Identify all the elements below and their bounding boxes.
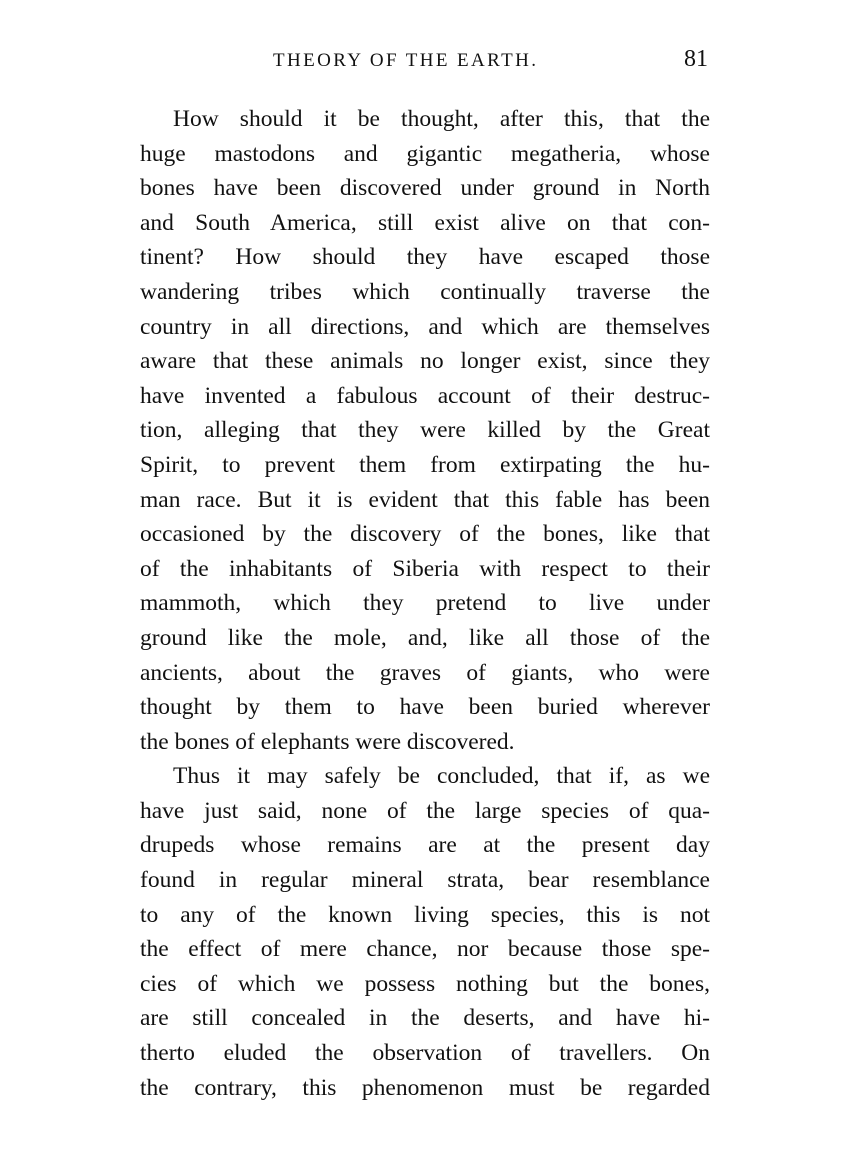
text-line: ancients, about the graves of giants, who were (140, 659, 710, 686)
text-line: cies of which we possess nothing but the bones, (140, 970, 710, 997)
text-line: Thus it may safely be concluded, that if, as we (173, 763, 710, 790)
text-line: huge mastodons and gigantic megatheria, whose (140, 140, 710, 167)
text-line: therto eluded the observation of travellers. On (140, 1040, 710, 1067)
text-line: country in all directions, and which are themselves (140, 313, 710, 340)
paragraph-1 (140, 102, 710, 759)
text-line: are still concealed in the deserts, and have hi- (140, 1005, 710, 1032)
text-line: of the inhabitants of Siberia with respect to their (140, 555, 710, 582)
text-line: tinent? How should they have escaped those (140, 244, 710, 271)
paragraph-2 (140, 759, 710, 1105)
text-line: mammoth, which they pretend to live under (140, 590, 710, 617)
text-line: Spirit, to prevent them from extirpating the hu- (140, 451, 710, 478)
text-line: thought by them to have been buried wherever (140, 694, 710, 721)
text-line: ground like the mole, and, like all those of the (140, 624, 710, 651)
running-title: THEORY OF THE EARTH. (273, 50, 539, 71)
text-line: the contrary, this phenomenon must be regarded (140, 1074, 710, 1101)
text-line: have just said, none of the large species of qua- (140, 797, 710, 824)
text-line: man race. But it is evident that this fable has been (140, 486, 710, 513)
text-line: to any of the known living species, this is not (140, 901, 710, 928)
text-line: How should it be thought, after this, that the (173, 106, 710, 132)
text-line: and South America, still exist alive on that con- (140, 209, 710, 236)
text-line: tion, alleging that they were killed by the Great (140, 417, 710, 444)
body-text (140, 102, 710, 1105)
text-line: have invented a fabulous account of their destruc- (140, 382, 710, 409)
text-line: aware that these animals no longer exist, since they (140, 348, 710, 375)
text-line: occasioned by the discovery of the bones, like that (140, 521, 710, 548)
text-line: found in regular mineral strata, bear resemblance (140, 867, 710, 894)
text-line: drupeds whose remains are at the present day (140, 832, 710, 859)
text-line: wandering tribes which continually traverse the (140, 278, 710, 305)
text-line: the effect of mere chance, nor because those spe- (140, 936, 710, 963)
text-line: bones have been discovered under ground in North (140, 175, 710, 202)
page-number: 81 (684, 46, 708, 72)
text-line: the bones of elephants were discovered. (140, 728, 515, 755)
running-head (140, 48, 710, 80)
